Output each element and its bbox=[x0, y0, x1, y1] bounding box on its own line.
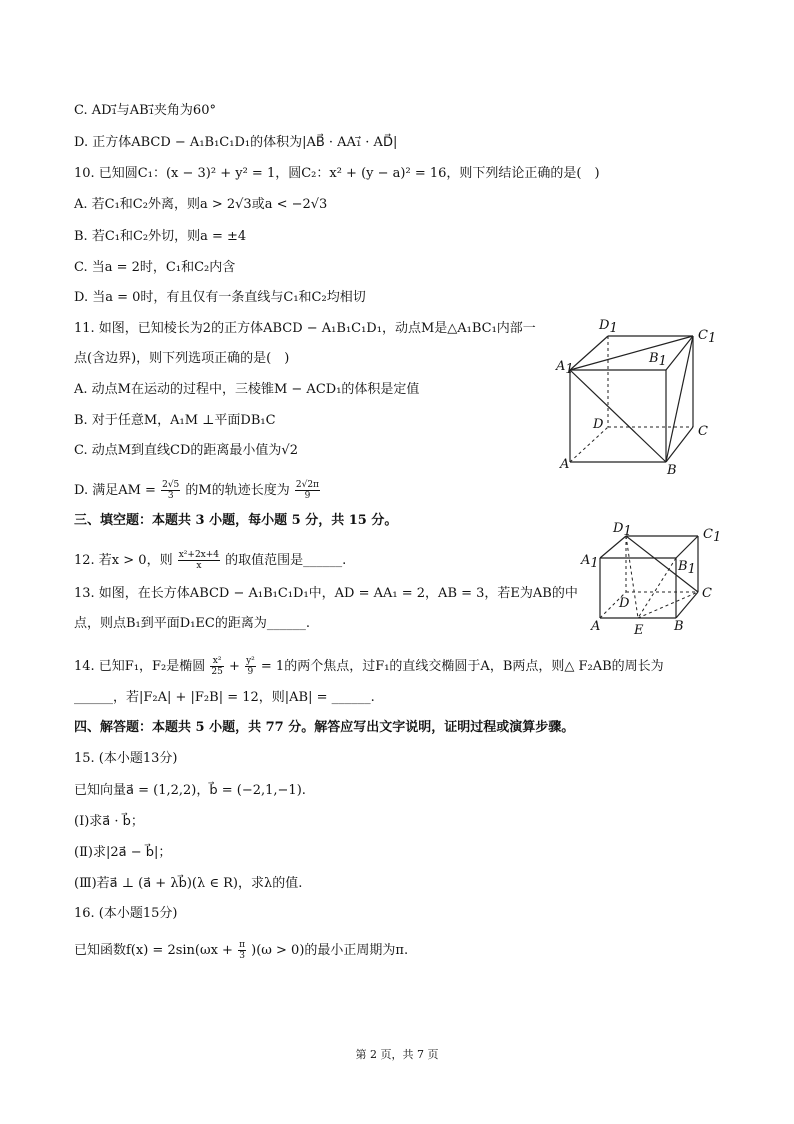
fraction-y2-9-denominator: 9 bbox=[247, 667, 254, 677]
question-15-part-1: (Ⅰ)求a⃗ · b⃗； bbox=[74, 814, 144, 829]
fraction-x2-25 bbox=[210, 656, 223, 677]
option-c-q9: C. AD₁⃗与AB₁⃗夹角为60° bbox=[74, 103, 216, 118]
label-b-q13: B bbox=[674, 619, 684, 634]
page-footer: 第 2 页，共 7 页 bbox=[355, 1048, 439, 1061]
fraction-am-numerator: 2√5 bbox=[162, 480, 180, 490]
label-b: B bbox=[667, 463, 677, 478]
section-3-heading: 三、填空题：本题共 3 小题，每小题 5 分，共 15 分。 bbox=[74, 513, 398, 528]
label-b1-q13: B1 bbox=[678, 559, 696, 577]
label-d1: D1 bbox=[599, 318, 618, 336]
option-d-q9: D. 正方体ABCD − A₁B₁C₁D₁的体积为|AB⃗ · AA₁⃗ · AD⃗| bbox=[74, 135, 398, 150]
question-15-header: 15. (本小题13分) bbox=[74, 751, 178, 766]
fraction-am bbox=[161, 480, 180, 501]
fraction-length-denominator: 9 bbox=[304, 491, 311, 501]
fraction-q12-numerator: x²+2x+4 bbox=[178, 550, 220, 560]
question-16-stem bbox=[74, 940, 408, 961]
question-14-line2: ______，若|F₂A| + |F₂B| = 12，则|AB| = ______. bbox=[74, 690, 375, 705]
fraction-pi-3-denominator: 3 bbox=[239, 951, 245, 961]
question-16-text-a: 已知函数f(x) = 2sin(ωx + bbox=[74, 943, 233, 958]
label-b1: B1 bbox=[649, 351, 667, 369]
question-12-text-b: 的取值范围是______. bbox=[225, 553, 347, 568]
question-14-line1 bbox=[74, 656, 664, 677]
fraction-y2-9 bbox=[245, 656, 256, 677]
fraction-x2-25-denominator: 25 bbox=[211, 667, 223, 677]
label-c-q13: C bbox=[702, 586, 712, 601]
fraction-pi-3 bbox=[238, 940, 246, 961]
option-c-q11: C. 动点M到直线CD的距离最小值为√2 bbox=[74, 443, 298, 458]
label-a1-q13: A1 bbox=[581, 553, 599, 571]
label-d: D bbox=[593, 417, 604, 432]
question-13-line2: 点，则点B₁到平面D₁EC的距离为______. bbox=[74, 616, 310, 631]
option-b-q10: B. 若C₁和C₂外切，则a = ±4 bbox=[74, 229, 247, 244]
cube-figure-q11 bbox=[548, 312, 724, 478]
question-15-part-3: (Ⅲ)若a⃗ ⊥ (a⃗ + λb⃗)(λ ∈ R)，求λ的值. bbox=[74, 876, 303, 891]
question-15-part-2: (Ⅱ)求|2a⃗ − b⃗|； bbox=[74, 845, 172, 860]
label-a-q13: A bbox=[591, 619, 601, 634]
plus-sign: + bbox=[229, 659, 240, 674]
prism-figure-q13 bbox=[578, 518, 728, 638]
label-c: C bbox=[698, 424, 708, 439]
question-11-stem-line1: 11. 如图，已知棱长为2的正方体ABCD − A₁B₁C₁D₁，动点M是△A₁BC₁内部一 bbox=[74, 321, 536, 336]
fraction-y2-9-numerator: y² bbox=[246, 656, 255, 666]
question-14-text-a: 14. 已知F₁，F₂是椭圆 bbox=[74, 659, 206, 674]
question-11-stem-line2: 点(含边界)，则下列选项正确的是( ) bbox=[74, 351, 290, 366]
label-d1-q13: D1 bbox=[613, 521, 632, 539]
fraction-pi-3-numerator: π bbox=[239, 940, 246, 950]
option-d-q11-text-b: 的M的轨迹长度为 bbox=[185, 483, 290, 498]
option-c-q10: C. 当a = 2时，C₁和C₂内含 bbox=[74, 260, 236, 275]
question-10-stem: 10. 已知圆C₁：(x − 3)² + y² = 1，圆C₂：x² + (y − a)² = 16，则下列结论正确的是( ) bbox=[74, 166, 600, 181]
option-d-q10: D. 当a = 0时，有且仅有一条直线与C₁和C₂均相切 bbox=[74, 290, 366, 305]
label-e-q13: E bbox=[634, 623, 644, 638]
label-c1-q13: C1 bbox=[703, 527, 722, 545]
section-4-heading: 四、解答题：本题共 5 小题，共 77 分。解答应写出文字说明，证明过程或演算步骤。 bbox=[74, 720, 575, 735]
question-15-stem: 已知向量a⃗ = (1,2,2)，b⃗ = (−2,1,−1). bbox=[74, 783, 306, 798]
label-a1: A1 bbox=[556, 359, 574, 377]
label-d-q13: D bbox=[619, 596, 630, 611]
option-a-q10: A. 若C₁和C₂外离，则a > 2√3或a < −2√3 bbox=[74, 197, 328, 212]
label-c1: C1 bbox=[698, 328, 717, 346]
question-16-text-b: )(ω > 0)的最小正周期为π. bbox=[251, 943, 409, 958]
option-d-q11-text-a: D. 满足AM = bbox=[74, 483, 156, 498]
question-12-text-a: 12. 若x > 0，则 bbox=[74, 553, 173, 568]
option-a-q11: A. 动点M在运动的过程中，三棱锥M − ACD₁的体积是定值 bbox=[74, 382, 420, 397]
fraction-q12-denominator: x bbox=[196, 561, 202, 571]
label-a: A bbox=[560, 457, 570, 472]
question-12 bbox=[74, 550, 346, 571]
fraction-length bbox=[295, 480, 320, 501]
question-16-header: 16. (本小题15分) bbox=[74, 906, 178, 921]
question-13-line1: 13. 如图，在长方体ABCD − A₁B₁C₁D₁中，AD = AA₁ = 2，AB = 3，若E为AB的中 bbox=[74, 586, 578, 601]
question-14-text-b: = 1的两个焦点，过F₁的直线交椭圆于A，B两点，则△ F₂AB的周长为 bbox=[260, 659, 664, 674]
fraction-x2-25-numerator: x² bbox=[210, 656, 223, 667]
option-b-q11: B. 对于任意M，A₁M ⊥平面DB₁C bbox=[74, 413, 276, 428]
fraction-am-denominator: 3 bbox=[167, 491, 174, 501]
fraction-q12 bbox=[178, 550, 220, 571]
fraction-length-numerator: 2√2π bbox=[295, 480, 319, 490]
option-d-q11 bbox=[74, 480, 321, 501]
